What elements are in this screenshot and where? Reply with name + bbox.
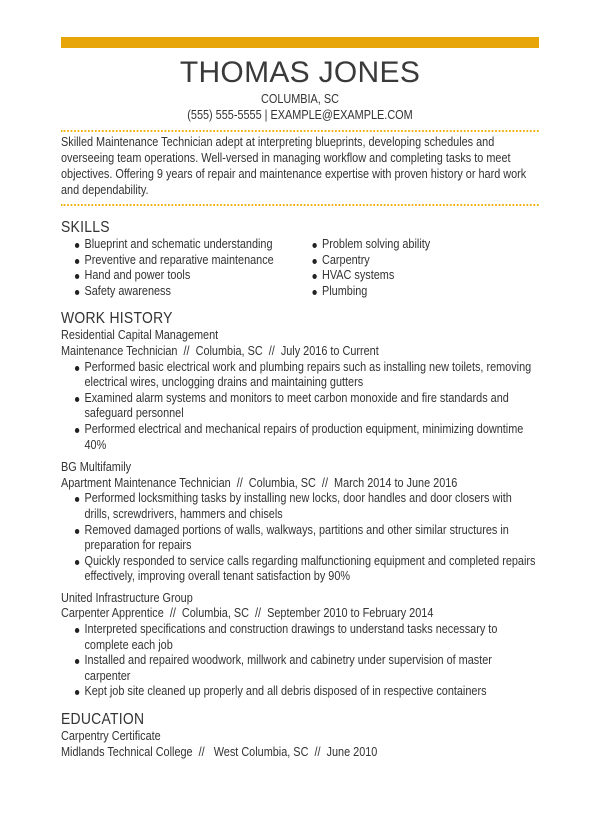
work-history-heading: WORK HISTORY: [61, 310, 173, 328]
job-details: Carpenter Apprentice // Columbia, SC // September 2010 to February 2014: [61, 606, 434, 621]
job-bullet: Installed and repaired woodwork, millwork and cabinetry under supervision of master carpenter: [61, 653, 539, 684]
contact-info: (555) 555-5555 | EXAMPLE@EXAMPLE.COM: [187, 108, 413, 122]
education-details: Midlands Technical College // West Columbia, SC // June 2010: [61, 744, 378, 759]
skill-item: Plumbing: [299, 284, 431, 300]
job-entry: [61, 328, 539, 453]
summary: Skilled Maintenance Technician adept at interpreting blueprints, developing schedules and overseeing team operations. Well-versed in managing workflow and completing tasks to meet objectives. Offering 9 years of repair and maintenance expertise with proven history or hard work and dependability.: [61, 135, 527, 197]
skill-item: Problem solving ability: [299, 237, 431, 253]
job-bullet: Performed locksmithing tasks by installing new locks, door handles and door closers with drills, screwdrivers, hammers and chisels: [61, 491, 539, 522]
skill-item: Safety awareness: [61, 284, 299, 300]
location: COLUMBIA, SC: [261, 92, 339, 106]
job-entry: [61, 591, 539, 700]
job-bullet: Performed basic electrical work and plumbing repairs such as installing new toilets, removing electrical wires, unclogging drains and maintaining gutters: [61, 360, 539, 391]
education-heading: EDUCATION: [61, 711, 145, 729]
job-bullet: Performed electrical and mechanical repairs of production equipment, minimizing downtime 40%: [61, 422, 539, 453]
job-bullet: Interpreted specifications and construction drawings to understand tasks necessary to complete each job: [61, 622, 539, 653]
skills-column-left: [61, 237, 299, 299]
skills-heading: SKILLS: [61, 219, 110, 236]
education-degree: Carpentry Certificate: [61, 729, 161, 744]
job-company: BG Multifamily: [61, 460, 132, 475]
skill-item: HVAC systems: [299, 268, 431, 284]
resume-body: [61, 91, 539, 760]
job-details: Maintenance Technician // Columbia, SC // July 2016 to Current: [61, 343, 379, 358]
skills-list: [61, 237, 539, 299]
dotted-divider: [61, 204, 539, 206]
skills-column-right: [299, 237, 431, 299]
dotted-divider: [61, 130, 539, 132]
candidate-name: THOMAS JONES: [179, 56, 421, 89]
skill-item: Carpentry: [299, 253, 431, 269]
job-details: Apartment Maintenance Technician // Columbia, SC // March 2014 to June 2016: [61, 475, 458, 490]
skill-item: Blueprint and schematic understanding: [61, 237, 299, 253]
job-bullets: [61, 622, 539, 700]
job-bullet: Examined alarm systems and monitors to meet carbon monoxide and fire standards and safeguard personnel: [61, 391, 539, 422]
job-bullet: Quickly responded to service calls regarding malfunctioning equipment and completed repairs effectively, improving overall tenant satisfaction by 90%: [61, 554, 539, 585]
job-company: United Infrastructure Group: [61, 590, 193, 605]
job-company: Residential Capital Management: [61, 328, 219, 343]
skill-item: Hand and power tools: [61, 268, 299, 284]
job-bullets: [61, 360, 539, 454]
accent-bar: [61, 37, 539, 48]
job-bullet: Removed damaged portions of walls, walkways, partitions and other similar structures in preparation for repairs: [61, 523, 539, 554]
job-bullet: Kept job site cleaned up properly and all debris disposed of in respective containers: [61, 684, 539, 700]
job-entry: [61, 460, 539, 585]
skill-item: Preventive and reparative maintenance: [61, 253, 299, 269]
resume-page: [61, 37, 539, 760]
job-bullets: [61, 491, 539, 585]
